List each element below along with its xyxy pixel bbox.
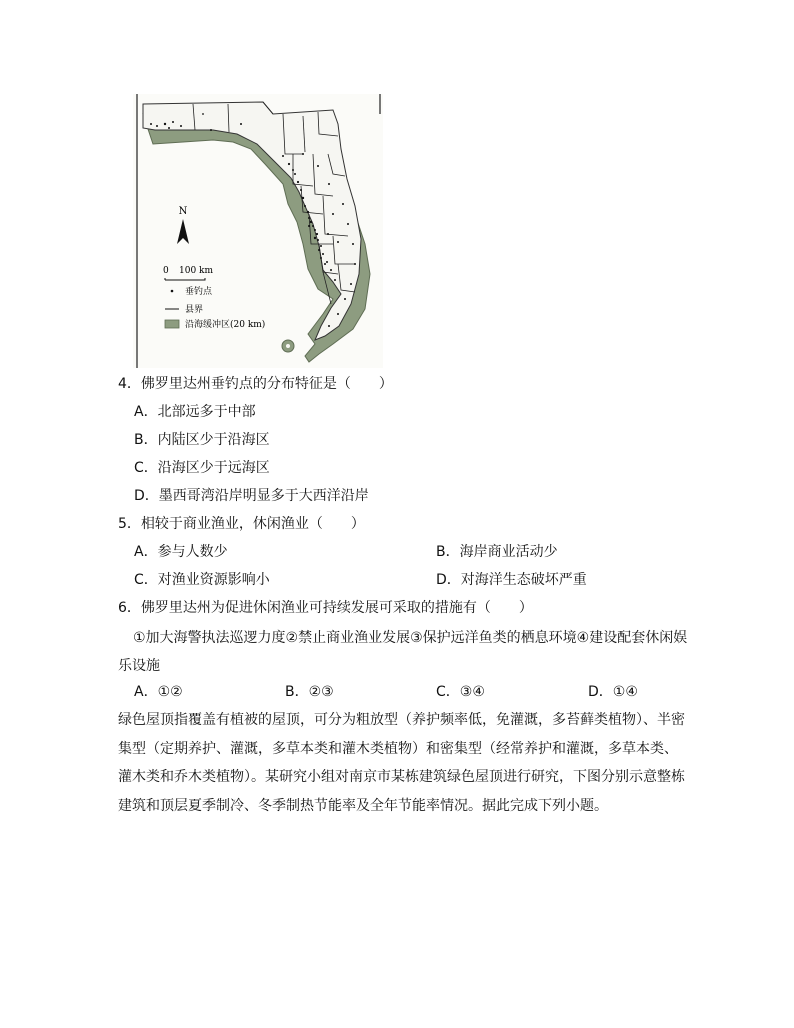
q6-stem: 6．佛罗里达州为促进休闲渔业可持续发展可采取的措施有（ ） xyxy=(118,600,533,616)
north-label: N xyxy=(178,206,188,217)
q5-stem: 5．相较于商业渔业，休闲渔业（ ） xyxy=(118,516,365,532)
q4-option-c[interactable]: C．沿海区少于远海区 xyxy=(134,460,270,476)
q6-statements: ①加大海警执法巡逻力度②禁止商业渔业发展③保护远洋鱼类的栖息环境④建设配套休闲娱乐设施 xyxy=(118,630,688,674)
q5-option-c[interactable]: C．对渔业资源影响小 xyxy=(134,572,270,588)
q6-option-b[interactable]: B．②③ xyxy=(285,684,334,700)
green-roof-passage: 绿色屋顶指覆盖有植被的屋顶，可分为粗放型（养护频率低，免灌溉，多苔藓类植物）、半密集型（定期养护、灌溉，多草本类和灌木类植物）和密集型（经常养护和灌溉，多草本类、灌木类和乔木类植物）。某研究小组对南京市某栋建筑绿色屋顶进行研究，下图分别示意整栋建筑和顶层夏季制冷、冬季制热节能率及全年节能率情况。据此完成下列小题。 xyxy=(118,712,685,814)
florida-fishing-map xyxy=(133,94,383,368)
q4-option-b[interactable]: B．内陆区少于沿海区 xyxy=(134,432,270,448)
legend-point-symbol xyxy=(171,290,174,293)
legend-buffer-symbol xyxy=(165,320,179,328)
north-arrow-icon xyxy=(177,219,189,244)
q4-stem: 4．佛罗里达州垂钓点的分布特征是（ ） xyxy=(118,376,393,392)
scale-bar xyxy=(165,278,205,280)
q5-option-d[interactable]: D．对海洋生态破坏严重 xyxy=(436,572,587,588)
q6-option-a[interactable]: A．①② xyxy=(134,684,183,700)
scale-label: 100 km xyxy=(179,266,214,276)
q4-option-d[interactable]: D．墨西哥湾沿岸明显多于大西洋沿岸 xyxy=(134,488,369,504)
key-island-inner xyxy=(286,344,290,348)
q5-option-a[interactable]: A．参与人数少 xyxy=(134,544,228,560)
q5-option-b[interactable]: B．海岸商业活动少 xyxy=(436,544,558,560)
q6-option-d[interactable]: D．①④ xyxy=(588,684,638,700)
legend-point-label: 垂钓点 xyxy=(185,287,213,297)
legend-boundary-label: 县界 xyxy=(185,305,204,315)
map-svg xyxy=(133,94,383,368)
legend-buffer-label: 沿海缓冲区(20 km) xyxy=(185,320,266,330)
q4-option-a[interactable]: A．北部远多于中部 xyxy=(134,404,256,420)
q6-option-c[interactable]: C．③④ xyxy=(436,684,485,700)
scale-zero: 0 xyxy=(163,266,169,276)
